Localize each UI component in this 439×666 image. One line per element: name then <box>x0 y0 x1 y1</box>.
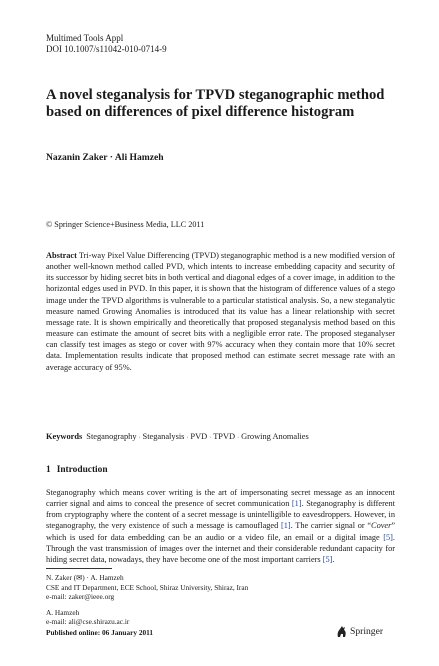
author-list: Nazanin Zaker · Ali Hamzeh <box>46 152 164 163</box>
body-text-run: ” which is used for data embedding can be an audio or a video file, an email or a digital image <box>46 521 396 542</box>
keyword: PVD <box>190 432 208 441</box>
keyword: Steganalysis <box>142 432 185 441</box>
body-text-run: . Steganography is different from cryptography where the content of a secret message is unintelligible to eavesdroppers. However, in steganography, the very existence of such a message is camouflaged <box>46 499 395 531</box>
copyright-notice: © Springer Science+Business Media, LLC 2011 <box>46 220 205 229</box>
section-title: Introduction <box>56 465 108 475</box>
keyword: TPVD <box>213 432 236 441</box>
body-text-run: . Through the vast transmission of images over the internet and their considerable redundant capacity for hiding secret data, nowadays, they have become one of the most important carriers <box>46 532 395 564</box>
publisher-name: Springer <box>350 626 384 637</box>
citation-link[interactable]: [1] <box>291 499 302 509</box>
keyword: Growing Anomalies <box>241 432 309 441</box>
section-number: 1 <box>46 465 51 475</box>
body-text-run: Steganography which means cover writing is the art of impersonating secret message as an innocent carrier signal and aims to conceal the presence of secret communication <box>46 488 395 509</box>
abstract-text: Tri-way Pixel Value Differencing (TPVD) steganographic method is a new modified version of another well-known method called PVD, which intents to increase embedding capacity and security of its successor by hiding secret bits in both vertical and diagonal edges of a cover image, in addition to the horizontal edges used in PVD. In this paper, it is shown that the histogram of difference values of a stego image under the TPVD algorithms is vulnerable to a particular statistical analysis. So, a new steganalytic measure named Growing Anomalies is introduced that its value has a linear relationship with secret message rate. It is shown empirically and theoretically that proposed steganalysis method based on this measure can estimate the amount of secret bits with a negligible error rate. The proposed steganalyser can classify test images as stego or cover with 97% accuracy when they contain more that 10% secret data. Implementation results indicate that proposed method can estimate secret message rate with an average accuracy of 95%. <box>46 251 395 372</box>
affiliation-author-2: A. Hamzeh <box>46 607 80 617</box>
body-text-run: . The carrier signal or “ <box>290 521 372 531</box>
citation-link[interactable]: [5] <box>383 532 393 542</box>
paper-title: A novel steganalysis for TPVD steganographic method based on differences of pixel difference histogram <box>46 87 385 120</box>
keyword: Steganography <box>86 432 137 441</box>
publisher-logo <box>335 625 383 638</box>
section-heading <box>46 465 108 475</box>
keywords-label: Keywords <box>46 432 83 441</box>
introduction-paragraph <box>46 487 395 565</box>
published-date: Published online: 06 January 2011 <box>46 628 154 637</box>
affiliation-department: CSE and IT Department, ECE School, Shiraz University, Shiraz, Iran <box>46 582 249 592</box>
citation-link[interactable]: [5] <box>322 554 333 564</box>
journal-doi: DOI 10.1007/s11042-010-0714-9 <box>46 44 167 54</box>
body-text-run: . <box>332 554 335 564</box>
citation-link[interactable]: [1] <box>280 521 291 531</box>
email-hamzeh: e-mail: ali@cse.shirazu.ac.ir <box>46 617 130 627</box>
body-text-emphasis: Cover <box>371 521 392 531</box>
journal-name: Multimed Tools Appl <box>46 33 124 43</box>
email-zaker: e-mail: zaker@ieee.org <box>46 592 115 602</box>
journal-header <box>46 33 167 55</box>
abstract <box>46 250 395 373</box>
author-affiliations <box>46 573 248 627</box>
affiliation-authors: N. Zaker (✉) · A. Hamzeh <box>46 573 124 582</box>
springer-horse-logo-icon <box>335 625 348 638</box>
keywords: Keywords Steganography · Steganalysis · PVD · TPVD · Growing Anomalies <box>46 432 309 441</box>
footnote-divider <box>46 568 112 569</box>
abstract-label: Abstract <box>46 251 77 260</box>
